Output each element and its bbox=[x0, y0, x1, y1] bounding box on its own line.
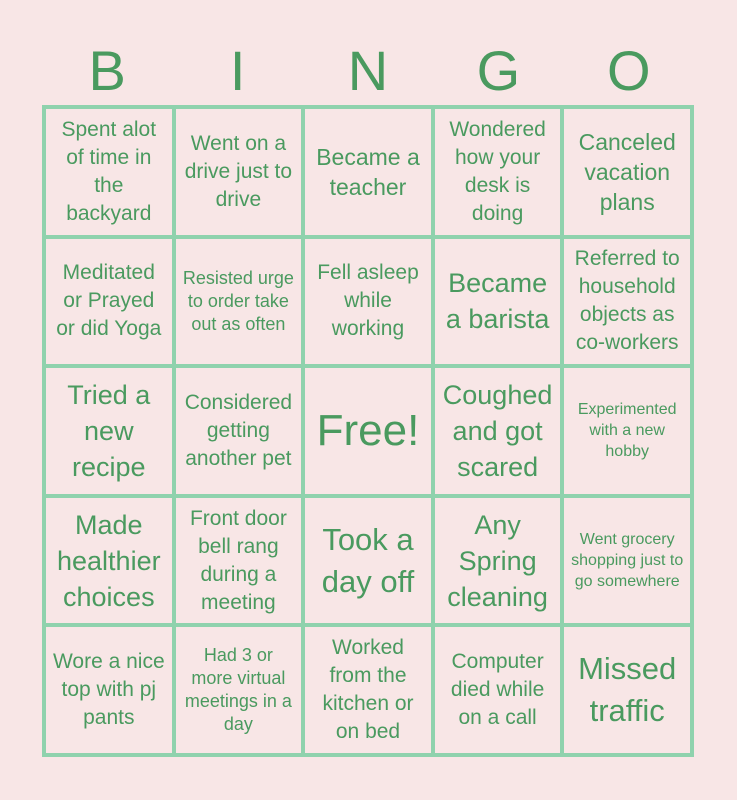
bingo-cell-r5c2[interactable] bbox=[174, 625, 304, 755]
cell-text: Missed traffic bbox=[578, 651, 677, 729]
cell-text: Became a barista bbox=[445, 268, 550, 335]
bingo-cell-r2c5[interactable] bbox=[562, 237, 692, 367]
cell-text: Meditated or Prayed or did Yoga bbox=[56, 261, 162, 341]
bingo-cell-r4c1[interactable] bbox=[44, 496, 174, 626]
bingo-cell-r2c4[interactable] bbox=[433, 237, 563, 367]
bingo-cell-r2c2[interactable] bbox=[174, 237, 304, 367]
bingo-cell-r4c4[interactable] bbox=[433, 496, 563, 626]
free-space-text: Free! bbox=[316, 405, 420, 455]
bingo-cell-r2c3[interactable] bbox=[303, 237, 433, 367]
bingo-cell-r1c3[interactable] bbox=[303, 107, 433, 237]
header-letter-b: B bbox=[88, 39, 126, 102]
cell-text: Any Spring cleaning bbox=[447, 509, 548, 612]
cell-text: Wore a nice top with pj pants bbox=[52, 650, 165, 730]
cell-text: Worked from the kitchen or on bed bbox=[322, 636, 414, 744]
bingo-cell-free[interactable] bbox=[303, 366, 433, 496]
cell-text: Had 3 or more virtual meetings in a day bbox=[184, 645, 292, 735]
header-letter-g: G bbox=[476, 39, 521, 102]
bingo-cell-r4c5[interactable] bbox=[562, 496, 692, 626]
cell-text: Computer died while on a call bbox=[450, 650, 545, 730]
cell-text: Coughed and got scared bbox=[442, 379, 553, 482]
bingo-cell-r3c2[interactable] bbox=[174, 366, 304, 496]
cell-text: Made healthier choices bbox=[57, 509, 161, 612]
bingo-cell-r4c2[interactable] bbox=[174, 496, 304, 626]
cell-text: Wondered how your desk is doing bbox=[449, 117, 546, 225]
bingo-board bbox=[42, 105, 694, 757]
bingo-cell-r5c3[interactable] bbox=[303, 625, 433, 755]
bingo-header bbox=[42, 40, 694, 102]
bingo-cell-r2c1[interactable] bbox=[44, 237, 174, 367]
bingo-cell-r4c3[interactable] bbox=[303, 496, 433, 626]
bingo-cell-r1c1[interactable] bbox=[44, 107, 174, 237]
bingo-cell-r1c5[interactable] bbox=[562, 107, 692, 237]
cell-text: Referred to household objects as co-workers bbox=[574, 247, 680, 355]
cell-text: Experimented with a new hobby bbox=[577, 401, 677, 461]
bingo-cell-r3c1[interactable] bbox=[44, 366, 174, 496]
cell-text: Took a day off bbox=[321, 521, 415, 599]
header-letter-o: O bbox=[607, 39, 651, 102]
cell-text: Fell asleep while working bbox=[317, 261, 419, 341]
bingo-cell-r3c5[interactable] bbox=[562, 366, 692, 496]
bingo-cell-r5c4[interactable] bbox=[433, 625, 563, 755]
cell-text: Went grocery shopping just to go somewhere bbox=[571, 531, 684, 591]
bingo-cell-r5c1[interactable] bbox=[44, 625, 174, 755]
cell-text: Became a teacher bbox=[316, 143, 420, 200]
header-letter-i: I bbox=[229, 39, 246, 102]
cell-text: Spent alot of time in the backyard bbox=[61, 117, 157, 225]
header-letter-n: N bbox=[347, 39, 389, 102]
cell-text: Resisted urge to order take out as often bbox=[182, 267, 294, 334]
bingo-cell-r1c2[interactable] bbox=[174, 107, 304, 237]
cell-text: Canceled vacation plans bbox=[578, 128, 676, 215]
cell-text: Went on a drive just to drive bbox=[184, 131, 293, 211]
bingo-cell-r1c4[interactable] bbox=[433, 107, 563, 237]
cell-text: Front door bell rang during a meeting bbox=[189, 506, 287, 614]
cell-text: Considered getting another pet bbox=[184, 390, 293, 470]
cell-text: Tried a new recipe bbox=[67, 379, 151, 482]
bingo-cell-r5c5[interactable] bbox=[562, 625, 692, 755]
bingo-cell-r3c4[interactable] bbox=[433, 366, 563, 496]
